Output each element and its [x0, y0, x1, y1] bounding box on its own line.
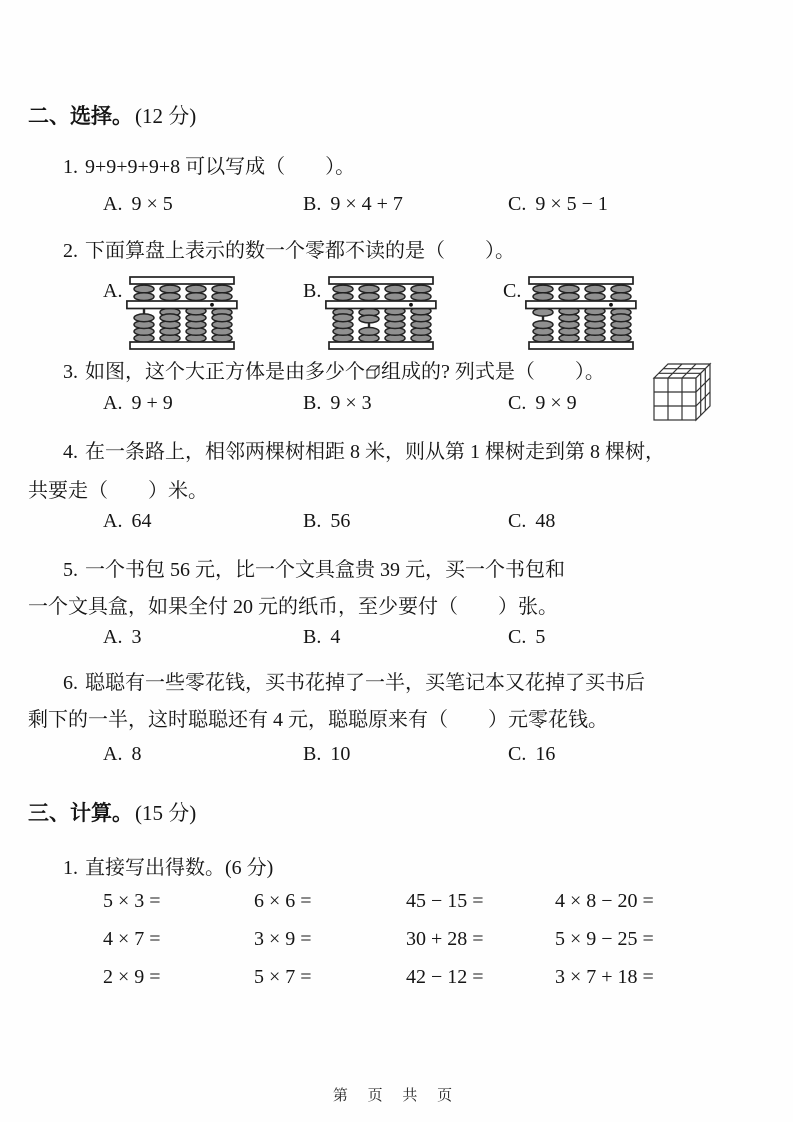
footer-page-number: 第 页 共 页 — [332, 1088, 461, 1104]
option-1c-label: C. — [508, 193, 527, 215]
question-1 — [63, 150, 355, 179]
abacus-a — [103, 276, 303, 350]
question-2-text: 下面算盘上表示的数一个零都不读的是（ ）。 — [85, 240, 515, 262]
option-5a-text: 3 — [131, 626, 142, 648]
calc-expression: 5 × 7 = — [254, 966, 312, 988]
question-4-options — [103, 510, 555, 533]
option-4b — [303, 510, 508, 533]
calc-subtitle-text: 直接写出得数。 — [85, 857, 225, 879]
question-5 — [63, 553, 565, 582]
abacus-b — [303, 276, 503, 350]
option-6b-text: 10 — [330, 743, 351, 765]
calc-expression: 5 × 3 = — [103, 890, 161, 912]
option-1b — [303, 193, 508, 216]
question-6 — [63, 666, 645, 695]
option-3c-text: 9 × 9 — [535, 392, 577, 414]
abacus-c-figure — [525, 276, 637, 350]
question-4-number: 4. — [63, 441, 78, 463]
question-5-line1: 一个书包 56 元，比一个文具盒贵 39 元，买一个书包和 — [85, 559, 565, 581]
calc-subtitle-number: 1. — [63, 857, 78, 879]
option-4a-text: 64 — [131, 510, 152, 532]
section-calc-title: 三、计算。 — [28, 801, 133, 825]
calc-subtitle-score: (6 分) — [225, 857, 274, 879]
option-5a — [103, 626, 303, 649]
calc-expression: 5 × 9 − 25 = — [555, 928, 654, 950]
option-1a-label: A. — [103, 193, 123, 215]
option-4b-label: B. — [303, 510, 322, 532]
calc-expression: 45 − 15 = — [406, 890, 484, 912]
question-6-line2: 剩下的一半，这时聪聪还有 4 元，聪聪原来有（ ）元零花钱。 — [28, 709, 608, 731]
question-5-options — [103, 626, 545, 649]
calc-expression: 6 × 6 = — [254, 890, 312, 912]
option-1b-label: B. — [303, 193, 322, 215]
option-3a — [103, 392, 303, 415]
option-1c-text: 9 × 5 − 1 — [535, 193, 608, 215]
option-3b-label: B. — [303, 392, 322, 414]
option-6c-label: C. — [508, 743, 527, 765]
option-4c-text: 48 — [535, 510, 556, 532]
option-4c-label: C. — [508, 510, 527, 532]
question-4-line1: 在一条路上，相邻两棵树相距 8 米，则从第 1 棵树走到第 8 棵树， — [85, 441, 665, 463]
calc-row-2 — [103, 928, 654, 951]
calc-row-3 — [103, 966, 654, 989]
question-4-line2: 共要走（ ）米。 — [28, 480, 208, 502]
option-5b — [303, 626, 508, 649]
calc-row-1 — [103, 890, 654, 913]
option-6b — [303, 743, 508, 766]
section-choice-header — [28, 100, 196, 130]
abacus-b-figure — [325, 276, 437, 350]
calc-expression: 30 + 28 = — [406, 928, 484, 950]
calc-subtitle — [63, 851, 273, 880]
question-1-number: 1. — [63, 156, 78, 178]
question-6-line1: 聪聪有一些零花钱，买书花掉了一半，买笔记本又花掉了买书后 — [85, 672, 645, 694]
question-3 — [63, 355, 605, 384]
cube-figure — [646, 356, 712, 426]
option-4c — [508, 510, 555, 533]
question-3-number: 3. — [63, 361, 78, 383]
option-5b-label: B. — [303, 626, 322, 648]
question-4 — [63, 435, 665, 464]
section-calc-score: (15 分) — [135, 801, 197, 825]
option-6a-label: A. — [103, 743, 123, 765]
option-6c — [508, 743, 555, 766]
option-5b-text: 4 — [330, 626, 341, 648]
option-5c-text: 5 — [535, 626, 546, 648]
section-calc-header — [28, 797, 196, 827]
abacus-b-label: B. — [303, 280, 322, 302]
option-3c-label: C. — [508, 392, 527, 414]
section-choice-score: (12 分) — [135, 104, 197, 128]
calc-expression: 3 × 9 = — [254, 928, 312, 950]
option-4b-text: 56 — [330, 510, 351, 532]
calc-expression: 42 − 12 = — [406, 966, 484, 988]
question-3-text-after: 组成的? 列式是（ ）。 — [381, 361, 605, 383]
option-1b-text: 9 × 4 + 7 — [330, 193, 403, 215]
question-5-number: 5. — [63, 559, 78, 581]
question-2-number: 2. — [63, 240, 78, 262]
option-5a-label: A. — [103, 626, 123, 648]
abacus-a-figure — [126, 276, 238, 350]
option-4a-label: A. — [103, 510, 123, 532]
question-1-options — [103, 193, 608, 216]
option-6c-text: 16 — [535, 743, 556, 765]
question-1-text: 9+9+9+9+8 可以写成（ ）。 — [85, 156, 356, 178]
option-3b-text: 9 × 3 — [330, 392, 372, 414]
option-5c — [508, 626, 545, 649]
section-choice-title: 二、选择。 — [28, 104, 133, 128]
option-3a-text: 9 + 9 — [131, 392, 173, 414]
option-1c — [508, 193, 608, 216]
question-2 — [63, 234, 515, 263]
option-1a-text: 9 × 5 — [131, 193, 173, 215]
option-3c — [508, 392, 577, 415]
question-6-number: 6. — [63, 672, 78, 694]
option-5c-label: C. — [508, 626, 527, 648]
calc-expression: 2 × 9 = — [103, 966, 161, 988]
option-1a — [103, 193, 303, 216]
calc-expression: 4 × 8 − 20 = — [555, 890, 654, 912]
abacus-a-label: A. — [103, 280, 123, 302]
option-4a — [103, 510, 303, 533]
question-2-abacus-row — [103, 276, 637, 350]
unit-cube-icon — [366, 365, 380, 379]
question-5-line2: 一个文具盒，如果全付 20 元的纸币，至少要付（ ）张。 — [28, 596, 558, 618]
option-6b-label: B. — [303, 743, 322, 765]
option-3a-label: A. — [103, 392, 123, 414]
abacus-c — [503, 276, 637, 350]
option-3b — [303, 392, 508, 415]
calc-expression: 4 × 7 = — [103, 928, 161, 950]
option-6a-text: 8 — [131, 743, 142, 765]
question-3-options — [103, 392, 577, 415]
abacus-c-label: C. — [503, 280, 522, 302]
question-6-options — [103, 743, 555, 766]
option-6a — [103, 743, 303, 766]
question-3-text-before: 如图，这个大正方体是由多少个 — [85, 361, 365, 383]
calc-expression: 3 × 7 + 18 = — [555, 966, 654, 988]
